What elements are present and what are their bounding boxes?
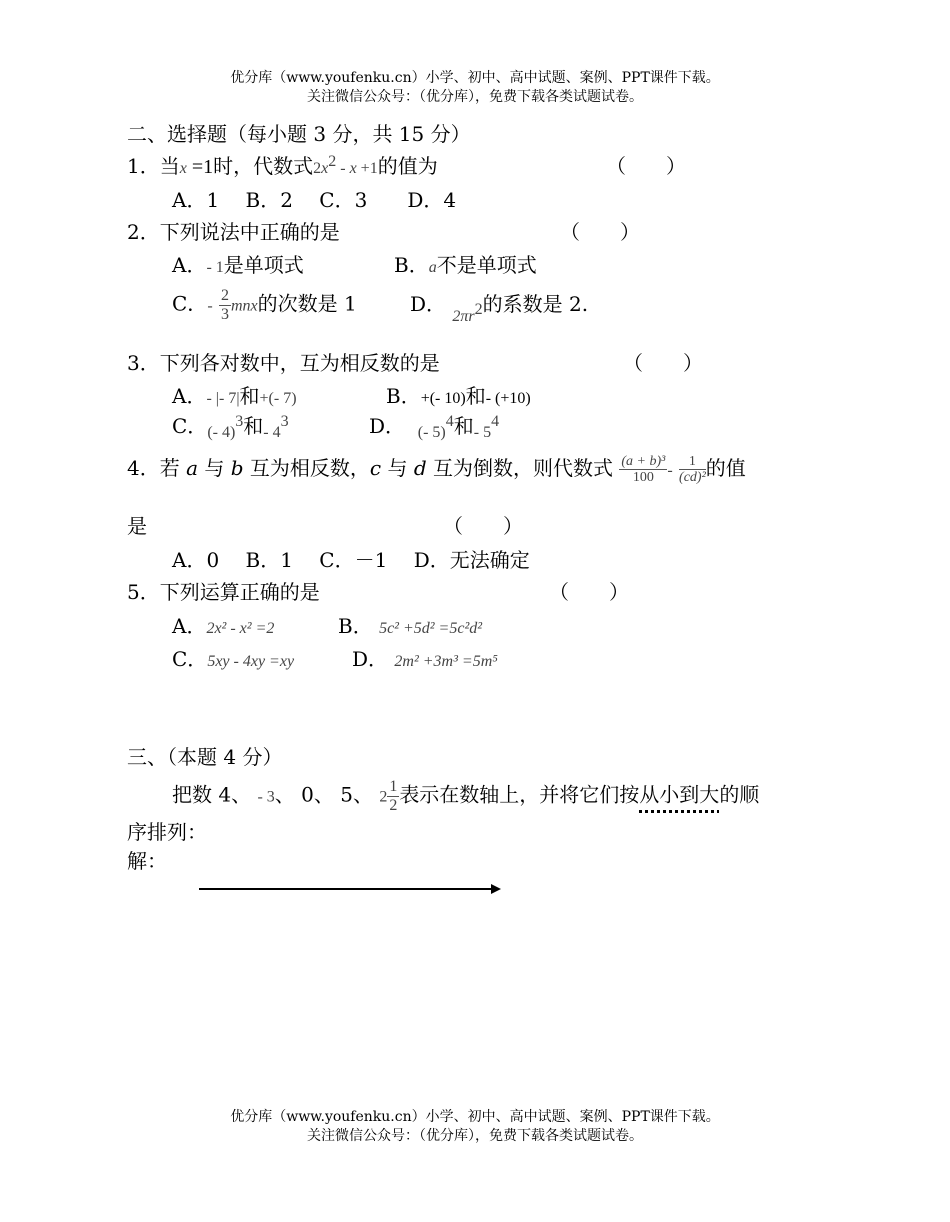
section-2-title: 二、选择题（每小题 3 分，共 15 分）	[127, 122, 471, 146]
section-3-title: 三、（本题 4 分）	[127, 745, 283, 769]
question-2: 2．下列说法中正确的是	[127, 220, 340, 244]
question-2-option-a: A．- 1是单项式	[172, 253, 304, 277]
question-3-option-c: C．$_{(- 4)}^3$和$_{- 4}^3$	[172, 413, 289, 441]
question-5-option-c: C．5xy - 4xy =xy	[172, 647, 295, 671]
footer-line-1: 优分库（www.youfenku.cn）小学、初中、高中试题、案例、PPT课件下载。	[230, 1109, 720, 1125]
question-1-options: A．1 B．2 C．3 D．4	[172, 188, 457, 212]
question-2-option-c: C．- $\frac{2}{3}$ mnx的次数是 1	[172, 287, 357, 323]
question-3-option-d: D． $_{(- 5)}^4$和$_{- 5}^4$	[369, 413, 500, 441]
question-4-options: A．0 B．1 C．－1 D．无法确定	[172, 548, 530, 572]
question-5-option-d: D． 2m² +3m³ =5m⁵	[352, 647, 498, 671]
header-line-1: 优分库（www.youfenku.cn）小学、初中、高中试题、案例、PPT课件下载。	[230, 70, 720, 86]
number-line-arrow-icon	[491, 884, 501, 894]
section-3-prompt-line-2: 序排列：	[127, 820, 207, 844]
question-2-option-b: B．a不是单项式	[394, 253, 537, 277]
question-2-answer-paren: （ ）	[560, 220, 640, 244]
question-3-option-a: A．- |- 7|和+(- 7)	[172, 384, 297, 408]
section-3-prompt: 把数 4、 - 3、 0、 5、 2 $\frac{1}{2}$ 表示在数轴上，并将它们按从小到大的顺	[172, 778, 760, 814]
question-2-option-d: D． $_{2\pi r}^2$的系数是 2.	[410, 292, 589, 325]
question-5-option-a: A．2x² - x² =2	[172, 614, 275, 638]
header-line-2: 关注微信公众号：（优分库），免费下载各类试题试卷。	[307, 89, 643, 105]
question-1: 1．当x =1时，代数式$2x^2 - x +1$的值为	[127, 153, 438, 178]
question-1-answer-paren: （ ）	[606, 154, 686, 178]
question-3-answer-paren: （ ）	[623, 351, 703, 375]
question-3: 3．下列各对数中，互为相反数的是	[127, 351, 440, 375]
question-4: 4．若 a 与 b 互为相反数，c 与 d 互为倒数，则代数式 $\frac{\text{(a + b)³}}{100}$ - $\frac{1}{\text{(cd)²}}$ 的值	[127, 453, 746, 485]
question-4-line-2: 是	[127, 514, 147, 538]
answer-label: 解：	[127, 849, 167, 873]
emphasized-text: 从小到大	[639, 782, 720, 807]
question-5-answer-paren: （ ）	[549, 580, 629, 604]
question-5-option-b: B． 5c² +5d² =5c²d²	[338, 614, 483, 638]
question-3-option-b: B．+(- 10)和- (+10)	[386, 384, 531, 408]
number-line-axis	[199, 888, 493, 890]
question-5: 5．下列运算正确的是	[127, 580, 320, 604]
question-4-answer-paren: （ ）	[443, 514, 523, 538]
footer-line-2: 关注微信公众号：（优分库），免费下载各类试题试卷。	[307, 1128, 643, 1144]
